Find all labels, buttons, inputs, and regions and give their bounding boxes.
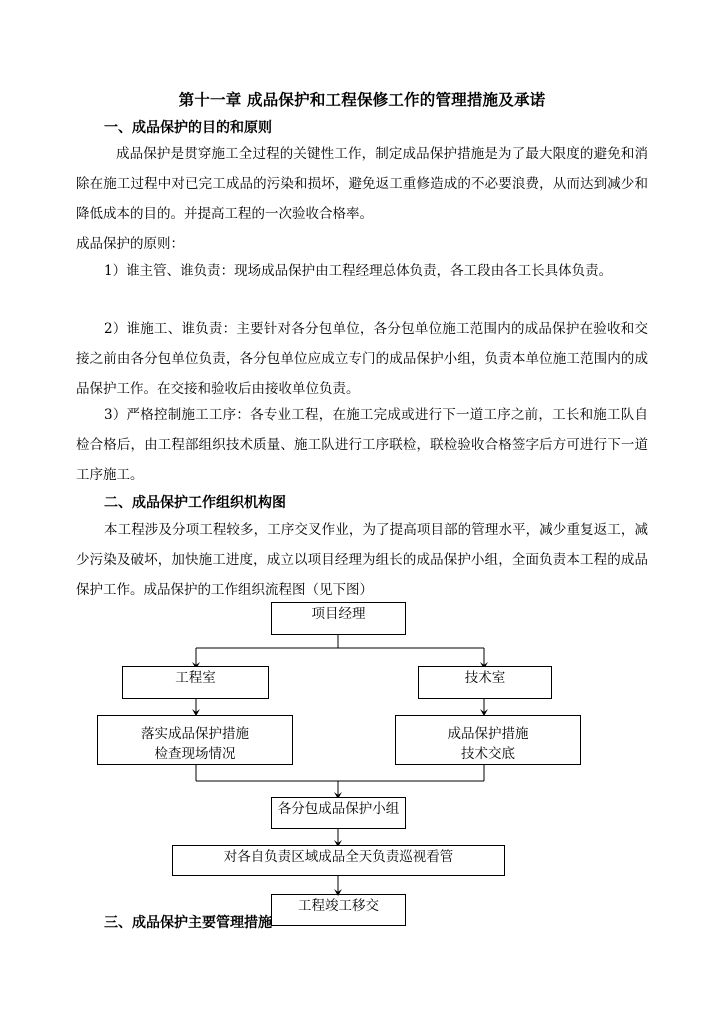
section1-intro: 成品保护是贯穿施工全过程的关键性工作，制定成品保护措施是为了最大限度的避免和消除在施工过程中对已完工成品的污染和损坏，避免返工重修造成的不必要浪费，从而达到减少和降低成本的目的。并提高工程的一次验收合格率。 <box>76 146 648 222</box>
section2-paragraph: 本工程涉及分项工程较多，工序交叉作业，为了提高项目部的管理水平，减少重复返工，减少污染及破坏，加快施工进度，成立以项目经理为组长的成品保护小组，全面负责本工程的成品保护工作。成品保护的工作组织流程图（见下图） <box>76 522 648 598</box>
engineering-office-label: 工程室 <box>175 670 216 686</box>
chapter-title: 第十一章 成品保护和工程保修工作的管理措施及承诺 <box>178 91 546 109</box>
technical-office-box <box>418 666 552 699</box>
principles-label: 成品保护的原则： <box>76 236 184 252</box>
principle-1: 1）谁主管、谁负责：现场成品保护由工程经理总体负责，各工段由各工长具体负责。 <box>104 263 613 279</box>
right-task-line2: 技术交底 <box>461 746 515 762</box>
technical-office-label: 技术室 <box>464 670 506 686</box>
left-task-box <box>97 715 293 765</box>
right-task-line1: 成品保护措施 <box>447 726 529 742</box>
principle-3: 3）严格控制施工工序：各专业工程，在施工完成或进行下一道工序之前，工长和施工队自检合格后，由工程部组织技术质量、施工队进行工序联检，联检验收合格签字后方可进行下一道工序施工。 <box>76 407 648 483</box>
left-task-line1: 落实成品保护措施 <box>141 726 249 742</box>
right-task-box <box>395 715 581 765</box>
principle-2: 2）谁施工、谁负责：主要针对各分包单位，各分包单位施工范围内的成品保护在验收和交接之前由各分包单位负责，各分包单位应成立专门的成品保护小组，负责本单位施工范围内的成品保护工作。在交接和验收后由接收单位负责。 <box>76 321 648 397</box>
handover-label: 工程竣工移交 <box>298 898 379 914</box>
handover-box <box>271 894 406 926</box>
section3-heading: 三、成品保护主要管理措施 <box>104 915 272 931</box>
patrol-box <box>172 845 505 876</box>
section1-heading: 一、成品保护的目的和原则 <box>104 120 272 136</box>
engineering-office-box <box>122 666 269 699</box>
left-task-line2: 检查现场情况 <box>154 746 236 762</box>
subcontract-group-box <box>271 797 406 829</box>
project-manager-label: 项目经理 <box>311 606 366 622</box>
patrol-label: 对各自负责区域成品全天负责巡视看管 <box>223 849 454 865</box>
subcontract-group-label: 各分包成品保护小组 <box>277 801 400 817</box>
section2-heading: 二、成品保护工作组织机构图 <box>104 495 286 511</box>
project-manager-box <box>271 602 406 635</box>
